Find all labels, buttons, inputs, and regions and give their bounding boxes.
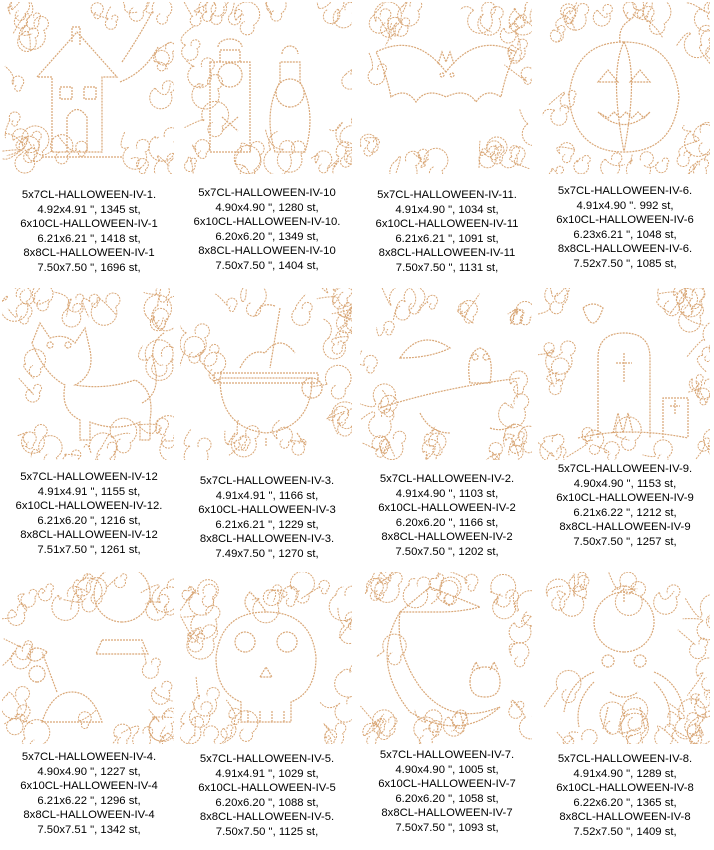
- skull-pumpkin-motif: [216, 592, 316, 722]
- bat-design: [360, 2, 532, 174]
- design-size-stitches: 6.21x6.21 ", 1418 st,: [37, 232, 141, 245]
- cauldron-motif: [214, 305, 322, 446]
- design-size-stitches: 6.21x6.21 ", 1091 st,: [395, 232, 499, 245]
- design-size-stitches: 4.91x4.91 ", 1166 st,: [215, 489, 319, 502]
- design-size-stitches: 4.90x4.90 ", 1153 st,: [573, 477, 677, 490]
- design-file-name: 5x7CL-HALLOWEEN-IV-12: [20, 471, 158, 483]
- design-size-stitches: 7.52x7.50 ", 1409 st,: [573, 825, 677, 838]
- swirl-background: [181, 2, 352, 174]
- design-file-name: 8x8CL-HALLOWEEN-IV-1: [23, 247, 155, 260]
- design-size-stitches: 7.50x7.50 ", 1696 st,: [37, 261, 141, 274]
- design-caption: [358, 472, 536, 560]
- design-file-name: 5x7CL-HALLOWEEN-IV-4.: [21, 751, 157, 763]
- spider-design: [538, 572, 710, 744]
- graveyard-design: [538, 288, 710, 460]
- design-size-stitches: 7.50x7.51 ", 1342 st,: [37, 823, 141, 836]
- design-caption: [0, 470, 178, 558]
- design-file-name: 8x8CL-HALLOWEEN-IV-11: [378, 247, 516, 260]
- design-size-stitches: 4.91x4.90 ", 1034 st,: [395, 203, 499, 216]
- black-cat-motif: [32, 323, 164, 440]
- bat-motif: [376, 45, 516, 102]
- design-file-name: 6x10CL-HALLOWEEN-IV-2: [378, 502, 516, 515]
- design-size-stitches: 7.50x7.50 ", 1404 st,: [215, 259, 319, 272]
- design-caption: [358, 748, 536, 836]
- design-caption: [536, 752, 714, 840]
- design-size-stitches: 7.50x7.50 ", 1125 st,: [215, 825, 319, 838]
- embroidery-design-thumbnail[interactable]: [2, 572, 174, 744]
- design-size-stitches: 6.21x6.22 ", 1296 st,: [37, 794, 141, 807]
- design-file-name: 5x7CL-HALLOWEEN-IV-6.: [557, 185, 693, 197]
- embroidery-design-thumbnail[interactable]: [180, 2, 352, 174]
- design-file-name: 6x10CL-HALLOWEEN-IV-6: [556, 214, 694, 227]
- design-file-name: 5x7CL-HALLOWEEN-IV-8.: [557, 753, 693, 765]
- design-size-stitches: 7.50x7.50 ", 1093 st,: [395, 821, 499, 834]
- design-size-stitches: 7.51x7.50 ", 1261 st,: [37, 543, 141, 556]
- design-caption: [536, 184, 714, 272]
- embroidery-design-thumbnail[interactable]: [538, 288, 710, 460]
- design-file-name: 5x7CL-HALLOWEEN-IV-10: [198, 187, 336, 199]
- haunted-house-motif: [37, 12, 158, 157]
- design-size-stitches: 7.50x7.50 ", 1202 st,: [395, 545, 499, 558]
- design-caption: [536, 462, 714, 550]
- design-file-name: 8x8CL-HALLOWEEN-IV-2: [381, 531, 513, 544]
- design-size-stitches: 6.22x6.20 ", 1365 st,: [573, 796, 677, 809]
- embroidery-design-thumbnail[interactable]: [538, 2, 710, 174]
- design-file-name: 8x8CL-HALLOWEEN-IV-12: [20, 529, 158, 542]
- spider-motif: [564, 586, 684, 729]
- design-file-name: 5x7CL-HALLOWEEN-IV-5.: [199, 753, 335, 765]
- design-caption: [178, 752, 356, 840]
- swirl-background: [180, 288, 352, 460]
- design-file-name: 6x10CL-HALLOWEEN-IV-7: [378, 778, 516, 791]
- design-caption: [178, 474, 356, 562]
- design-file-name: 8x8CL-HALLOWEEN-IV-9: [559, 521, 691, 534]
- witch-moon-motif: [387, 587, 500, 726]
- design-file-name: 8x8CL-HALLOWEEN-IV-3.: [199, 533, 335, 546]
- design-size-stitches: 6.20x6.20 ", 1058 st,: [395, 792, 499, 805]
- design-size-stitches: 4.91x4.91 ", 1155 st,: [37, 485, 141, 498]
- design-file-name: 6x10CL-HALLOWEEN-IV-5: [198, 782, 336, 795]
- design-size-stitches: 6.20x6.20 ", 1166 st,: [395, 516, 499, 529]
- haunted-house-design: [2, 2, 174, 174]
- design-size-stitches: 6.21x6.22 ", 1212 st,: [573, 506, 677, 519]
- embroidery-design-thumbnail[interactable]: [360, 572, 532, 744]
- black-cat-design: [2, 288, 174, 460]
- potion-bottles-design: [180, 2, 352, 174]
- swirl-background: [2, 573, 174, 744]
- design-size-stitches: 4.91x4.90 ". 992 st,: [576, 199, 674, 212]
- design-caption: [358, 188, 536, 276]
- owl-branch-design: [360, 288, 532, 460]
- swirl-background: [360, 2, 532, 174]
- embroidery-design-thumbnail[interactable]: [180, 288, 352, 460]
- cauldron-design: [180, 288, 352, 460]
- design-size-stitches: 4.90x4.90 ", 1280 st,: [215, 201, 319, 214]
- design-file-name: 8x8CL-HALLOWEEN-IV-5.: [199, 811, 335, 824]
- design-size-stitches: 6.20x6.20 ", 1088 st,: [215, 796, 319, 809]
- design-file-name: 8x8CL-HALLOWEEN-IV-6.: [557, 243, 693, 256]
- design-caption: [178, 186, 356, 274]
- embroidery-design-thumbnail[interactable]: [2, 2, 174, 174]
- design-size-stitches: 7.52x7.50 ", 1085 st,: [573, 257, 677, 270]
- embroidery-design-thumbnail[interactable]: [180, 572, 352, 744]
- design-file-name: 6x10CL-HALLOWEEN-IV-10.: [193, 216, 341, 229]
- design-size-stitches: 4.92x4.91 ", 1345 st,: [37, 203, 141, 216]
- swirl-background: [2, 2, 174, 174]
- embroidery-design-thumbnail[interactable]: [2, 288, 174, 460]
- design-size-stitches: 6.21x6.20 ", 1216 st,: [37, 514, 141, 527]
- design-file-name: 5x7CL-HALLOWEEN-IV-9.: [557, 463, 693, 475]
- swirl-background: [543, 2, 710, 174]
- design-file-name: 6x10CL-HALLOWEEN-IV-8: [556, 782, 694, 795]
- design-size-stitches: 7.49x7.50 ", 1270 st,: [215, 547, 319, 560]
- skull-pumpkin-design: [180, 572, 352, 744]
- design-file-name: 5x7CL-HALLOWEEN-IV-11.: [377, 189, 517, 201]
- embroidery-design-thumbnail[interactable]: [360, 288, 532, 460]
- design-size-stitches: 6.21x6.21 ", 1229 st,: [215, 518, 319, 531]
- design-caption: [0, 750, 178, 838]
- design-size-stitches: 6.23x6.21 ", 1048 st,: [573, 228, 677, 241]
- design-file-name: 6x10CL-HALLOWEEN-IV-12.: [15, 500, 163, 513]
- design-size-stitches: 4.91x4.91 ", 1029 st,: [215, 767, 319, 780]
- design-size-stitches: 6.20x6.20 ", 1349 st,: [215, 230, 319, 243]
- embroidery-design-thumbnail[interactable]: [538, 572, 710, 744]
- design-size-stitches: 7.50x7.50 ", 1257 st,: [573, 535, 677, 548]
- design-size-stitches: 4.90x4.90 ", 1005 st,: [395, 763, 499, 776]
- swirl-background: [361, 572, 533, 744]
- swirl-background: [180, 572, 352, 744]
- swirl-background: [360, 288, 532, 460]
- potion-bottles-motif: [210, 39, 310, 152]
- design-size-stitches: 7.50x7.50 ", 1131 st,: [395, 261, 499, 274]
- design-file-name: 6x10CL-HALLOWEEN-IV-1: [20, 218, 158, 231]
- design-file-name: 8x8CL-HALLOWEEN-IV-4: [23, 809, 155, 822]
- design-file-name: 8x8CL-HALLOWEEN-IV-7: [381, 807, 513, 820]
- design-size-stitches: 4.90x4.90 ", 1227 st,: [37, 765, 141, 778]
- design-file-name: 6x10CL-HALLOWEEN-IV-11: [375, 218, 519, 231]
- design-file-name: 5x7CL-HALLOWEEN-IV-1.: [21, 189, 157, 201]
- design-file-name: 5x7CL-HALLOWEEN-IV-2.: [379, 473, 515, 485]
- design-file-name: 6x10CL-HALLOWEEN-IV-3: [198, 504, 336, 517]
- crystal-ball-motif: [27, 572, 150, 722]
- design-caption: [0, 188, 178, 276]
- swirl-background: [2, 288, 174, 460]
- design-file-name: 5x7CL-HALLOWEEN-IV-3.: [199, 475, 335, 487]
- swirl-background: [544, 572, 710, 744]
- jack-o-lantern-motif: [569, 20, 679, 152]
- design-file-name: 5x7CL-HALLOWEEN-IV-7.: [379, 749, 515, 761]
- design-file-name: 6x10CL-HALLOWEEN-IV-9: [556, 492, 694, 505]
- design-file-name: 6x10CL-HALLOWEEN-IV-4: [20, 780, 158, 793]
- design-file-name: 8x8CL-HALLOWEEN-IV-10: [198, 245, 336, 258]
- design-size-stitches: 4.91x4.90 ", 1103 st,: [395, 487, 499, 500]
- embroidery-design-thumbnail[interactable]: [360, 2, 532, 174]
- design-size-stitches: 4.91x4.90 ", 1289 st,: [573, 767, 677, 780]
- jack-o-lantern-design: [538, 2, 710, 174]
- crystal-ball-design: [2, 572, 174, 744]
- design-file-name: 8x8CL-HALLOWEEN-IV-8: [559, 811, 691, 824]
- witch-moon-design: [360, 572, 532, 744]
